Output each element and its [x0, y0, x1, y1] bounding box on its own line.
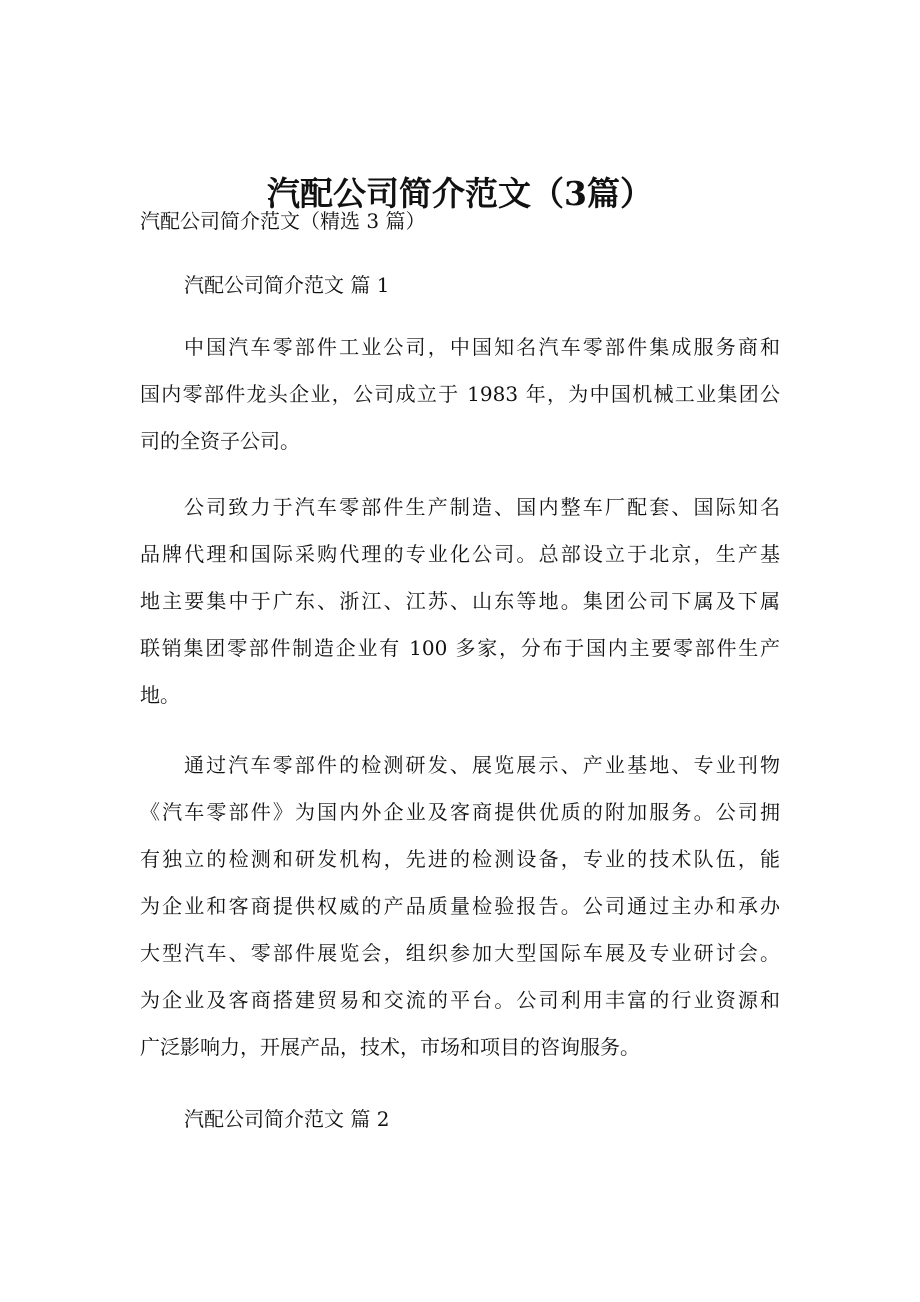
paragraph-line: 公司致力于汽车零部件生产制造、国内整车厂配套、国际知名 [184, 495, 780, 519]
paragraph-line: 司的全资子公司。 [140, 429, 300, 453]
paragraph-3 [140, 742, 780, 1071]
paragraph-1 [140, 324, 780, 465]
paragraph-2 [140, 484, 780, 719]
paragraph-line: 品牌代理和国际采购代理的专业化公司。总部设立于北京，生产基 [140, 542, 780, 566]
paragraph-line: 广泛影响力，开展产品，技术，市场和项目的咨询服务。 [140, 1035, 640, 1059]
paragraph-line: 地。 [140, 683, 180, 707]
section-heading-1: 汽配公司简介范文 篇 1 [184, 273, 390, 297]
paragraph-line: 国内零部件龙头企业，公司成立于 1983 年，为中国机械工业集团公 [140, 382, 780, 406]
paragraph-line: 通过汽车零部件的检测研发、展览展示、产业基地、专业刊物 [184, 753, 780, 777]
paragraph-line: 地主要集中于广东、浙江、江苏、山东等地。集团公司下属及下属 [140, 589, 780, 613]
document-title: 汽配公司简介范文（3篇） [267, 174, 653, 214]
paragraph-line: 有独立的检测和研发机构，先进的检测设备，专业的技术队伍，能 [140, 847, 780, 871]
paragraph-line: 《汽车零部件》为国内外企业及客商提供优质的附加服务。公司拥 [140, 800, 780, 824]
document-subtitle: 汽配公司简介范文（精选 3 篇） [140, 209, 426, 233]
paragraph-line: 大型汽车、零部件展览会，组织参加大型国际车展及专业研讨会。 [140, 941, 780, 965]
paragraph-line: 为企业和客商提供权威的产品质量检验报告。公司通过主办和承办 [140, 894, 780, 918]
paragraph-line: 联销集团零部件制造企业有 100 多家，分布于国内主要零部件生产 [140, 636, 780, 660]
paragraph-line: 为企业及客商搭建贸易和交流的平台。公司利用丰富的行业资源和 [140, 988, 780, 1012]
section-heading-2: 汽配公司简介范文 篇 2 [184, 1107, 390, 1131]
paragraph-line: 中国汽车零部件工业公司，中国知名汽车零部件集成服务商和 [184, 335, 780, 359]
